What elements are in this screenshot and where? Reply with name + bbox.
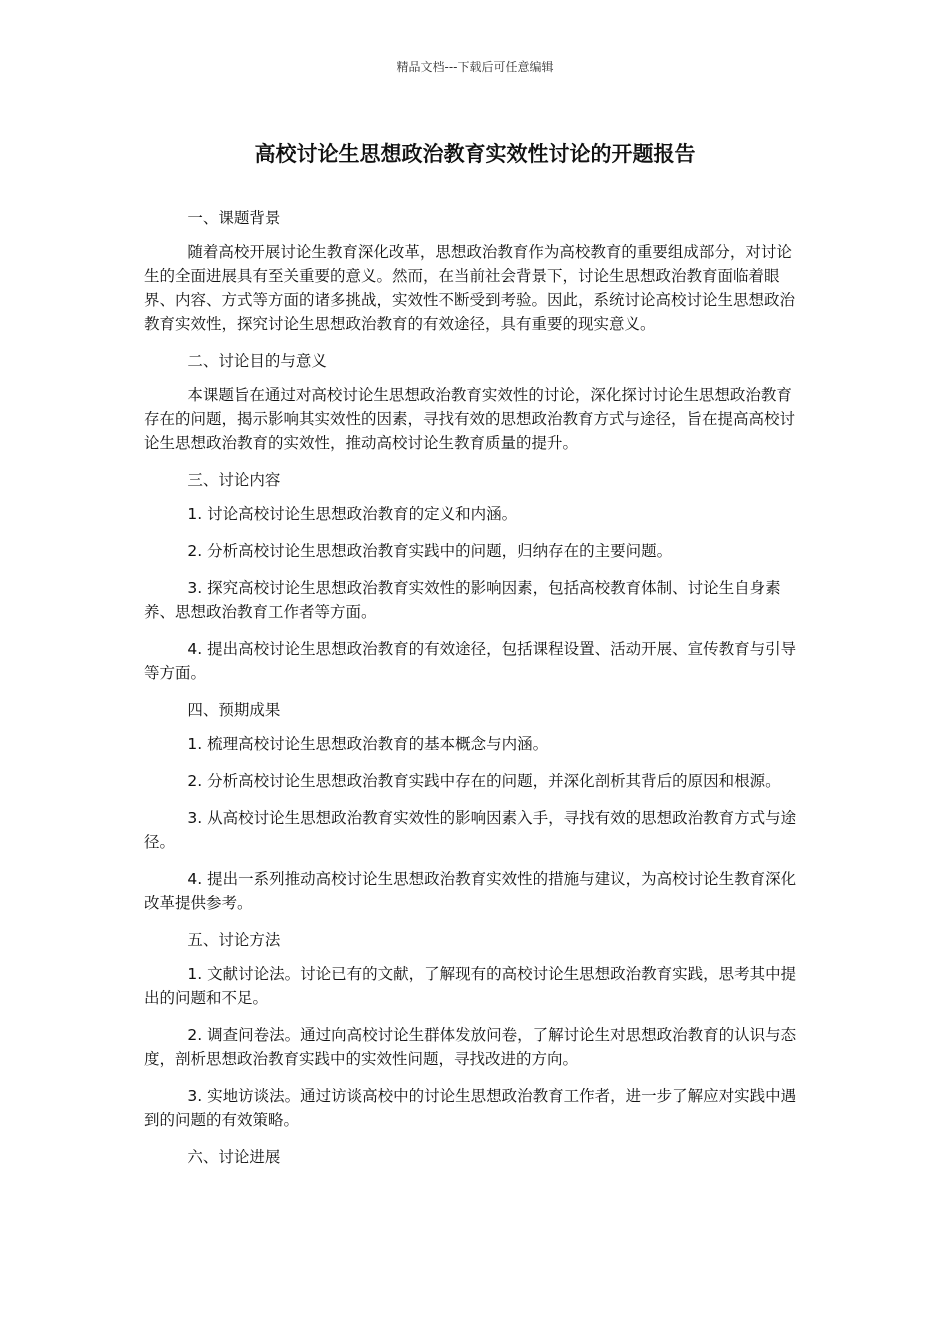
section-heading: 五、讨论方法	[187, 931, 281, 949]
section-paragraph: 3. 探究高校讨论生思想政治教育实效性的影响因素，包括高校教育体制、讨论生自身素养、思想政治教育工作者等方面。	[144, 579, 781, 621]
document-title: 高校讨论生思想政治教育实效性讨论的开题报告	[254, 142, 696, 166]
section-heading: 三、讨论内容	[187, 471, 281, 489]
section-paragraph: 3. 实地访谈法。通过访谈高校中的讨论生思想政治教育工作者，进一步了解应对实践中遇到的问题的有效策略。	[144, 1087, 797, 1129]
section-paragraph: 1. 讨论高校讨论生思想政治教育的定义和内涵。	[187, 505, 518, 523]
header-note: 精品文档---下载后可任意编辑	[396, 60, 554, 74]
section-paragraph: 1. 梳理高校讨论生思想政治教育的基本概念与内涵。	[187, 735, 549, 753]
section-paragraph: 4. 提出一系列推动高校讨论生思想政治教育实效性的措施与建议，为高校讨论生教育深化改革提供参考。	[144, 870, 797, 912]
section-heading: 一、课题背景	[187, 209, 281, 227]
section-paragraph: 本课题旨在通过对高校讨论生思想政治教育实效性的讨论，深化探讨讨论生思想政治教育存在的问题，揭示影响其实效性的因素，寻找有效的思想政治教育方式与途径，旨在提高高校讨论生思想政治教育的实效性，推动高校讨论生教育质量的提升。	[144, 386, 796, 452]
section-paragraph: 1. 文献讨论法。讨论已有的文献，了解现有的高校讨论生思想政治教育实践，思考其中提出的问题和不足。	[144, 965, 797, 1007]
section-paragraph: 2. 调查问卷法。通过向高校讨论生群体发放问卷，了解讨论生对思想政治教育的认识与态度，剖析思想政治教育实践中的实效性问题，寻找改进的方向。	[144, 1026, 797, 1068]
document-body	[144, 206, 804, 1179]
section-heading: 六、讨论进展	[187, 1148, 281, 1166]
section-heading: 二、讨论目的与意义	[187, 352, 327, 370]
section-paragraph: 2. 分析高校讨论生思想政治教育实践中的问题，归纳存在的主要问题。	[187, 542, 673, 560]
section-paragraph: 随着高校开展讨论生教育深化改革，思想政治教育作为高校教育的重要组成部分，对讨论生的全面进展具有至关重要的意义。然而，在当前社会背景下，讨论生思想政治教育面临着眼界、内容、方式等方面的诸多挑战，实效性不断受到考验。因此，系统讨论高校讨论生思想政治教育实效性，探究讨论生思想政治教育的有效途径，具有重要的现实意义。	[144, 243, 796, 333]
section-paragraph: 3. 从高校讨论生思想政治教育实效性的影响因素入手，寻找有效的思想政治教育方式与途径。	[144, 809, 797, 851]
section-paragraph: 4. 提出高校讨论生思想政治教育的有效途径，包括课程设置、活动开展、宣传教育与引导等方面。	[144, 640, 797, 682]
section-paragraph: 2. 分析高校讨论生思想政治教育实践中存在的问题，并深化剖析其背后的原因和根源。	[187, 772, 781, 790]
section-heading: 四、预期成果	[187, 701, 281, 719]
